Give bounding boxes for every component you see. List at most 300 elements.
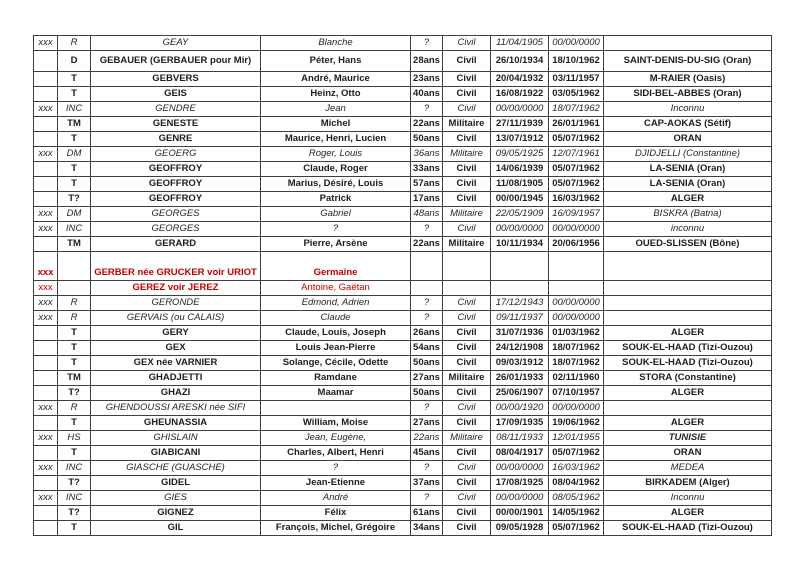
col-firstnames: Marius, Désiré, Louis — [261, 177, 411, 192]
col-birthdate: 00/00/0000 — [491, 461, 549, 476]
col-place — [604, 252, 772, 281]
col-flag — [34, 132, 58, 147]
col-surname: GEBAUER (GERBAUER pour Mir) — [91, 51, 261, 72]
col-firstnames: Patrick — [261, 192, 411, 207]
col-status: Civil — [443, 192, 491, 207]
col-code: T — [58, 132, 91, 147]
col-flag — [34, 162, 58, 177]
col-firstnames: Antoine, Gaëtan — [261, 281, 411, 296]
col-status: Civil — [443, 326, 491, 341]
col-deathdate — [549, 281, 604, 296]
col-firstnames: Claude — [261, 311, 411, 326]
col-place: SOUK-EL-HAAD (Tizi-Ouzou) — [604, 356, 772, 371]
col-deathdate: 14/05/1962 — [549, 506, 604, 521]
col-surname: GIDEL — [91, 476, 261, 491]
col-status — [443, 281, 491, 296]
record-row — [34, 491, 772, 506]
col-birthdate: 00/00/1920 — [491, 401, 549, 416]
col-flag — [34, 341, 58, 356]
col-status — [443, 252, 491, 281]
col-place: CAP-AOKAS (Sétif) — [604, 117, 772, 132]
col-flag — [34, 521, 58, 536]
col-code: INC — [58, 461, 91, 476]
col-age: 22ans — [411, 237, 443, 252]
col-birthdate: 00/00/1945 — [491, 192, 549, 207]
col-deathdate: 18/07/1962 — [549, 356, 604, 371]
col-place — [604, 36, 772, 51]
col-place: Inconnu — [604, 102, 772, 117]
col-deathdate: 05/07/1962 — [549, 177, 604, 192]
col-code: D — [58, 51, 91, 72]
col-place: SOUK-EL-HAAD (Tizi-Ouzou) — [604, 341, 772, 356]
col-age: 57ans — [411, 177, 443, 192]
col-deathdate: 00/00/0000 — [549, 311, 604, 326]
col-firstnames: Jean-Etienne — [261, 476, 411, 491]
col-surname: GHAZI — [91, 386, 261, 401]
col-deathdate: 01/03/1962 — [549, 326, 604, 341]
record-row — [34, 72, 772, 87]
col-birthdate: 25/06/1907 — [491, 386, 549, 401]
col-deathdate: 19/06/1962 — [549, 416, 604, 431]
col-surname: GERONDE — [91, 296, 261, 311]
col-surname: GHISLAIN — [91, 431, 261, 446]
col-deathdate: 00/00/0000 — [549, 222, 604, 237]
col-flag — [34, 386, 58, 401]
col-deathdate: 05/07/1962 — [549, 162, 604, 177]
col-status: Militaire — [443, 371, 491, 386]
col-code: T — [58, 341, 91, 356]
col-flag: xxx — [34, 296, 58, 311]
col-age: ? — [411, 401, 443, 416]
col-code — [58, 281, 91, 296]
col-firstnames: Maamar — [261, 386, 411, 401]
col-age: 50ans — [411, 132, 443, 147]
col-flag: xxx — [34, 222, 58, 237]
col-place: ALGER — [604, 386, 772, 401]
col-age: 61ans — [411, 506, 443, 521]
col-birthdate: 26/10/1934 — [491, 51, 549, 72]
record-row — [34, 356, 772, 371]
record-row — [34, 446, 772, 461]
col-deathdate: 20/06/1956 — [549, 237, 604, 252]
record-row — [34, 207, 772, 222]
record-row — [34, 51, 772, 72]
col-deathdate: 03/11/1957 — [549, 72, 604, 87]
col-birthdate: 10/11/1934 — [491, 237, 549, 252]
col-deathdate: 18/07/1962 — [549, 102, 604, 117]
record-row — [34, 192, 772, 207]
record-row — [34, 252, 772, 281]
col-age: 23ans — [411, 72, 443, 87]
col-firstnames: Blanche — [261, 36, 411, 51]
col-status: Civil — [443, 51, 491, 72]
col-birthdate: 08/04/1917 — [491, 446, 549, 461]
col-birthdate: 09/05/1925 — [491, 147, 549, 162]
col-status: Civil — [443, 446, 491, 461]
col-surname: GENDRE — [91, 102, 261, 117]
col-status: Civil — [443, 341, 491, 356]
col-code: T? — [58, 506, 91, 521]
col-birthdate: 17/08/1925 — [491, 476, 549, 491]
register-table — [33, 35, 772, 536]
col-status: Civil — [443, 87, 491, 102]
col-firstnames: Roger, Louis — [261, 147, 411, 162]
col-surname: GERVAIS (ou CALAIS) — [91, 311, 261, 326]
col-deathdate: 05/07/1962 — [549, 446, 604, 461]
col-place — [604, 296, 772, 311]
col-surname: GEX — [91, 341, 261, 356]
table-body — [34, 36, 772, 536]
col-status: Civil — [443, 162, 491, 177]
col-code: T — [58, 87, 91, 102]
col-code: T? — [58, 192, 91, 207]
col-code: R — [58, 311, 91, 326]
col-surname: GHADJETTI — [91, 371, 261, 386]
col-age — [411, 281, 443, 296]
col-status: Civil — [443, 461, 491, 476]
col-firstnames: William, Moise — [261, 416, 411, 431]
col-birthdate: 08/11/1933 — [491, 431, 549, 446]
col-code: T? — [58, 476, 91, 491]
record-row — [34, 326, 772, 341]
col-surname: GEORGES — [91, 207, 261, 222]
col-place: STORA (Constantine) — [604, 371, 772, 386]
col-deathdate: 16/03/1962 — [549, 461, 604, 476]
col-surname: GERBER née GRUCKER voir URIOT — [91, 252, 261, 281]
col-surname: GIASCHE (GUASCHE) — [91, 461, 261, 476]
col-deathdate: 16/03/1962 — [549, 192, 604, 207]
col-flag: xxx — [34, 401, 58, 416]
col-deathdate: 08/04/1962 — [549, 476, 604, 491]
col-deathdate: 08/05/1962 — [549, 491, 604, 506]
col-place: inconnu — [604, 222, 772, 237]
col-surname: GEBVERS — [91, 72, 261, 87]
col-status: Civil — [443, 132, 491, 147]
col-surname: GIES — [91, 491, 261, 506]
col-birthdate: 00/00/0000 — [491, 222, 549, 237]
record-row — [34, 506, 772, 521]
col-age: ? — [411, 491, 443, 506]
col-age: 50ans — [411, 386, 443, 401]
col-firstnames: Ramdane — [261, 371, 411, 386]
col-age: 22ans — [411, 431, 443, 446]
col-flag — [34, 117, 58, 132]
col-flag — [34, 476, 58, 491]
col-firstnames: André, Maurice — [261, 72, 411, 87]
record-row — [34, 237, 772, 252]
col-place: ORAN — [604, 132, 772, 147]
col-firstnames: Pierre, Arsène — [261, 237, 411, 252]
col-flag: xxx — [34, 491, 58, 506]
col-flag: xxx — [34, 207, 58, 222]
col-firstnames: Gabriel — [261, 207, 411, 222]
col-birthdate: 16/08/1922 — [491, 87, 549, 102]
col-age: 17ans — [411, 192, 443, 207]
col-deathdate: 07/10/1957 — [549, 386, 604, 401]
col-status: Militaire — [443, 117, 491, 132]
col-code: R — [58, 296, 91, 311]
col-status: Militaire — [443, 207, 491, 222]
col-birthdate: 26/01/1933 — [491, 371, 549, 386]
col-firstnames: Péter, Hans — [261, 51, 411, 72]
col-place: ORAN — [604, 446, 772, 461]
col-firstnames: Solange, Cécile, Odette — [261, 356, 411, 371]
col-place — [604, 281, 772, 296]
col-status: Militaire — [443, 237, 491, 252]
col-code: DM — [58, 207, 91, 222]
record-row — [34, 147, 772, 162]
record-row — [34, 386, 772, 401]
col-deathdate — [549, 252, 604, 281]
col-status: Civil — [443, 521, 491, 536]
col-code: T — [58, 162, 91, 177]
col-surname: GEREZ voir JEREZ — [91, 281, 261, 296]
col-flag — [34, 371, 58, 386]
col-age: 45ans — [411, 446, 443, 461]
col-place: ALGER — [604, 192, 772, 207]
col-code: T — [58, 356, 91, 371]
record-row — [34, 416, 772, 431]
col-deathdate: 03/05/1962 — [549, 87, 604, 102]
col-status: Civil — [443, 102, 491, 117]
col-age: 33ans — [411, 162, 443, 177]
col-age: 37ans — [411, 476, 443, 491]
col-status: Civil — [443, 222, 491, 237]
col-status: Civil — [443, 416, 491, 431]
col-surname: GEOFFROY — [91, 177, 261, 192]
col-place: BIRKADEM (Alger) — [604, 476, 772, 491]
col-surname: GEAY — [91, 36, 261, 51]
col-surname: GIABICANI — [91, 446, 261, 461]
col-age: ? — [411, 222, 443, 237]
col-firstnames: Félix — [261, 506, 411, 521]
col-firstnames: Jean — [261, 102, 411, 117]
col-surname: GEOFFROY — [91, 192, 261, 207]
col-flag — [34, 237, 58, 252]
col-birthdate: 17/09/1935 — [491, 416, 549, 431]
col-age: ? — [411, 311, 443, 326]
col-flag — [34, 72, 58, 87]
col-deathdate: 12/07/1961 — [549, 147, 604, 162]
record-row — [34, 87, 772, 102]
col-deathdate: 00/00/0000 — [549, 296, 604, 311]
record-row — [34, 431, 772, 446]
col-deathdate: 02/11/1960 — [549, 371, 604, 386]
col-place: LA-SENIA (Oran) — [604, 177, 772, 192]
record-row — [34, 222, 772, 237]
col-code: INC — [58, 491, 91, 506]
col-surname: GENESTE — [91, 117, 261, 132]
col-age: 26ans — [411, 326, 443, 341]
record-row — [34, 281, 772, 296]
col-flag: xxx — [34, 461, 58, 476]
col-place: TUNISIE — [604, 431, 772, 446]
col-deathdate: 00/00/0000 — [549, 401, 604, 416]
col-status: Civil — [443, 476, 491, 491]
col-surname: GEORGES — [91, 222, 261, 237]
record-row — [34, 177, 772, 192]
record-row — [34, 102, 772, 117]
col-firstnames: ? — [261, 461, 411, 476]
col-status: Civil — [443, 296, 491, 311]
col-place: ALGER — [604, 326, 772, 341]
col-surname: GENRE — [91, 132, 261, 147]
col-place: ALGER — [604, 506, 772, 521]
col-surname: GHENDOUSSI ARESKI née SIFI — [91, 401, 261, 416]
col-place: SAINT-DENIS-DU-SIG (Oran) — [604, 51, 772, 72]
col-deathdate: 12/01/1955 — [549, 431, 604, 446]
col-surname: GIGNEZ — [91, 506, 261, 521]
col-age: 48ans — [411, 207, 443, 222]
col-code: INC — [58, 102, 91, 117]
col-firstnames — [261, 401, 411, 416]
col-birthdate: 09/11/1937 — [491, 311, 549, 326]
col-age: 40ans — [411, 87, 443, 102]
col-code: R — [58, 401, 91, 416]
record-row — [34, 341, 772, 356]
col-age: ? — [411, 461, 443, 476]
col-code: TM — [58, 371, 91, 386]
col-firstnames: Edmond, Adrien — [261, 296, 411, 311]
col-code: TM — [58, 117, 91, 132]
col-status: Civil — [443, 177, 491, 192]
col-birthdate: 14/06/1939 — [491, 162, 549, 177]
col-code: R — [58, 36, 91, 51]
col-flag — [34, 51, 58, 72]
col-place — [604, 311, 772, 326]
col-place: DJIDJELLI (Constantine) — [604, 147, 772, 162]
col-deathdate: 05/07/1962 — [549, 132, 604, 147]
col-firstnames: Claude, Louis, Joseph — [261, 326, 411, 341]
col-flag — [34, 446, 58, 461]
col-firstnames: André — [261, 491, 411, 506]
col-deathdate: 05/07/1962 — [549, 521, 604, 536]
col-birthdate: 20/04/1932 — [491, 72, 549, 87]
col-flag — [34, 356, 58, 371]
col-status: Militaire — [443, 431, 491, 446]
col-code: INC — [58, 222, 91, 237]
record-row — [34, 162, 772, 177]
col-status: Civil — [443, 72, 491, 87]
col-age: 34ans — [411, 521, 443, 536]
col-code: DM — [58, 147, 91, 162]
col-birthdate: 27/11/1939 — [491, 117, 549, 132]
col-status: Militaire — [443, 147, 491, 162]
col-place: M-RAIER (Oasis) — [604, 72, 772, 87]
col-place — [604, 401, 772, 416]
col-surname: GEIS — [91, 87, 261, 102]
col-place: ALGER — [604, 416, 772, 431]
record-row — [34, 461, 772, 476]
col-firstnames: Charles, Albert, Henri — [261, 446, 411, 461]
col-status: Civil — [443, 311, 491, 326]
col-code — [58, 252, 91, 281]
col-birthdate: 00/00/0000 — [491, 102, 549, 117]
col-age: ? — [411, 36, 443, 51]
col-flag: xxx — [34, 147, 58, 162]
col-birthdate — [491, 281, 549, 296]
col-place: OUED-SLISSEN (Bône) — [604, 237, 772, 252]
col-birthdate: 13/07/1912 — [491, 132, 549, 147]
col-flag — [34, 416, 58, 431]
col-flag — [34, 326, 58, 341]
col-age: 54ans — [411, 341, 443, 356]
col-deathdate: 18/07/1962 — [549, 341, 604, 356]
col-firstnames: Claude, Roger — [261, 162, 411, 177]
col-age: 36ans — [411, 147, 443, 162]
record-row — [34, 476, 772, 491]
col-deathdate: 26/01/1961 — [549, 117, 604, 132]
col-status: Civil — [443, 356, 491, 371]
col-surname: GEOFFROY — [91, 162, 261, 177]
col-status: Civil — [443, 36, 491, 51]
col-flag — [34, 87, 58, 102]
record-row — [34, 401, 772, 416]
col-firstnames: Louis Jean-Pierre — [261, 341, 411, 356]
col-status: Civil — [443, 506, 491, 521]
col-deathdate: 18/10/1962 — [549, 51, 604, 72]
col-birthdate: 09/05/1928 — [491, 521, 549, 536]
col-firstnames: François, Michel, Grégoire — [261, 521, 411, 536]
col-deathdate: 00/00/0000 — [549, 36, 604, 51]
col-age: ? — [411, 102, 443, 117]
col-place: SIDI-BEL-ABBES (Oran) — [604, 87, 772, 102]
col-code: T — [58, 72, 91, 87]
col-code: T — [58, 177, 91, 192]
col-code: T — [58, 326, 91, 341]
col-age — [411, 252, 443, 281]
col-flag: xxx — [34, 311, 58, 326]
col-age: 27ans — [411, 371, 443, 386]
col-birthdate: 09/03/1912 — [491, 356, 549, 371]
col-surname: GEOERG — [91, 147, 261, 162]
col-birthdate: 11/08/1905 — [491, 177, 549, 192]
record-row — [34, 117, 772, 132]
col-age: ? — [411, 296, 443, 311]
col-deathdate: 16/09/1957 — [549, 207, 604, 222]
col-place: SOUK-EL-HAAD (Tizi-Ouzou) — [604, 521, 772, 536]
col-flag: xxx — [34, 36, 58, 51]
col-birthdate: 11/04/1905 — [491, 36, 549, 51]
col-code: T — [58, 521, 91, 536]
col-firstnames: Jean, Eugène, — [261, 431, 411, 446]
col-firstnames: Heinz, Otto — [261, 87, 411, 102]
col-status: Civil — [443, 491, 491, 506]
col-birthdate: 24/12/1908 — [491, 341, 549, 356]
col-age: 50ans — [411, 356, 443, 371]
col-birthdate — [491, 252, 549, 281]
col-flag — [34, 506, 58, 521]
record-row — [34, 132, 772, 147]
record-row — [34, 311, 772, 326]
col-code: T? — [58, 386, 91, 401]
col-surname: GHEUNASSIA — [91, 416, 261, 431]
col-firstnames: Maurice, Henri, Lucien — [261, 132, 411, 147]
col-code: TM — [58, 237, 91, 252]
col-birthdate: 00/00/0000 — [491, 491, 549, 506]
record-row — [34, 296, 772, 311]
col-surname: GEX née VARNIER — [91, 356, 261, 371]
record-row — [34, 371, 772, 386]
record-row — [34, 521, 772, 536]
col-birthdate: 17/12/1943 — [491, 296, 549, 311]
col-flag — [34, 177, 58, 192]
col-birthdate: 22/05/1909 — [491, 207, 549, 222]
col-firstnames: Michel — [261, 117, 411, 132]
col-code: T — [58, 416, 91, 431]
col-status: Civil — [443, 401, 491, 416]
col-age: 28ans — [411, 51, 443, 72]
